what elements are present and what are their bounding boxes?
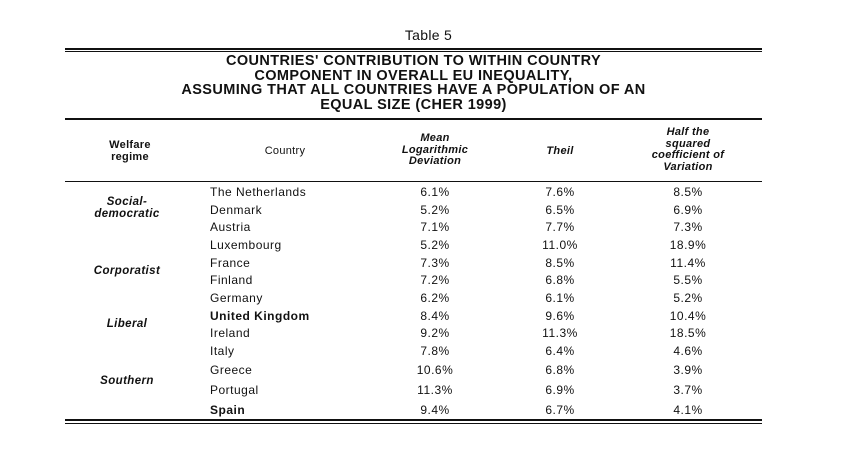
cv-cell: 10.4%	[669, 309, 707, 323]
country-cell: Denmark	[210, 203, 263, 217]
mld-cell: 7.3%	[420, 256, 450, 270]
cv-cell: 4.1%	[673, 403, 703, 417]
table-row	[0, 309, 857, 327]
country-cell: Germany	[210, 291, 263, 305]
theil-cell: 6.9%	[545, 383, 575, 397]
header-coefficient-of-variation: Half the squared coefficient of Variation	[651, 126, 725, 173]
table-row	[0, 363, 857, 381]
header-welfare-regime: Welfare regime	[109, 139, 151, 163]
cv-cell: 5.2%	[673, 291, 703, 305]
cv-cell: 18.9%	[669, 238, 707, 252]
country-cell: Spain	[210, 403, 246, 417]
country-cell: Ireland	[210, 326, 251, 340]
regime-label: Corporatist	[93, 265, 161, 277]
table-title	[65, 54, 762, 112]
top-rule-2	[65, 51, 762, 52]
country-cell: Greece	[210, 363, 253, 377]
table-row	[0, 220, 857, 238]
theil-cell: 11.0%	[542, 238, 578, 252]
theil-cell: 6.1%	[545, 291, 575, 305]
cv-cell: 5.5%	[673, 273, 703, 287]
cv-cell: 3.9%	[673, 363, 703, 377]
title-line: EQUAL SIZE (CHER 1999)	[320, 96, 507, 113]
theil-cell: 8.5%	[545, 256, 575, 270]
country-cell: United Kingdom	[210, 309, 310, 323]
mld-cell: 5.2%	[420, 238, 450, 252]
bottom-rule-1	[65, 419, 762, 421]
table-row	[0, 203, 857, 221]
table-row	[0, 273, 857, 291]
title-line: COMPONENT IN OVERALL EU INEQUALITY,	[254, 67, 573, 84]
cv-cell: 6.9%	[673, 203, 703, 217]
table-row	[0, 185, 857, 203]
country-cell: Finland	[210, 273, 253, 287]
mld-cell: 10.6%	[416, 363, 454, 377]
theil-cell: 9.6%	[545, 309, 575, 323]
mld-cell: 7.2%	[420, 273, 450, 287]
cv-cell: 8.5%	[673, 185, 703, 199]
theil-cell: 6.5%	[545, 203, 575, 217]
table-row	[0, 326, 857, 344]
theil-cell: 7.6%	[545, 185, 575, 199]
header-rule	[65, 118, 762, 120]
theil-cell: 6.4%	[545, 344, 575, 358]
mld-cell: 6.2%	[420, 291, 450, 305]
theil-cell: 6.8%	[545, 363, 575, 377]
country-cell: The Netherlands	[210, 185, 307, 199]
country-cell: Portugal	[210, 383, 259, 397]
cv-cell: 7.3%	[673, 220, 703, 234]
country-cell: France	[210, 256, 251, 270]
cv-cell: 4.6%	[673, 344, 703, 358]
title-line: ASSUMING THAT ALL COUNTRIES HAVE A POPULATION OF AN	[181, 82, 646, 98]
regime-label: Social- democratic	[94, 196, 160, 220]
mld-cell: 11.3%	[417, 383, 453, 397]
header-theil: Theil	[546, 145, 574, 157]
header-bottom-rule	[65, 181, 762, 182]
theil-cell: 6.7%	[545, 403, 575, 417]
mld-cell: 8.4%	[420, 309, 450, 323]
table-row	[0, 256, 857, 274]
regime-label: Southern	[100, 375, 154, 387]
cv-cell: 18.5%	[669, 326, 707, 340]
title-line: COUNTRIES' CONTRIBUTION TO WITHIN COUNTRY	[225, 53, 602, 69]
table-row	[0, 344, 857, 362]
top-rule-1	[65, 48, 762, 50]
table-row	[0, 291, 857, 309]
mld-cell: 6.1%	[420, 185, 450, 199]
regime-label: Liberal	[106, 318, 148, 330]
theil-cell: 11.3%	[542, 326, 578, 340]
country-cell: Italy	[210, 344, 235, 358]
header-country: Country	[264, 145, 306, 157]
mld-cell: 9.4%	[420, 403, 450, 417]
mld-cell: 7.1%	[420, 220, 450, 234]
header-mean-log-deviation: Mean Logarithmic Deviation	[401, 132, 469, 167]
cv-cell: 11.4%	[670, 256, 706, 270]
mld-cell: 5.2%	[420, 203, 450, 217]
table-row	[0, 238, 857, 256]
theil-cell: 6.8%	[545, 273, 575, 287]
bottom-rule-2	[65, 423, 762, 424]
country-cell: Luxembourg	[210, 238, 282, 252]
mld-cell: 9.2%	[420, 326, 450, 340]
theil-cell: 7.7%	[545, 220, 575, 234]
table-row	[0, 383, 857, 401]
mld-cell: 7.8%	[420, 344, 450, 358]
table-number: Table 5	[404, 27, 453, 43]
country-cell: Austria	[210, 220, 251, 234]
cv-cell: 3.7%	[673, 383, 703, 397]
